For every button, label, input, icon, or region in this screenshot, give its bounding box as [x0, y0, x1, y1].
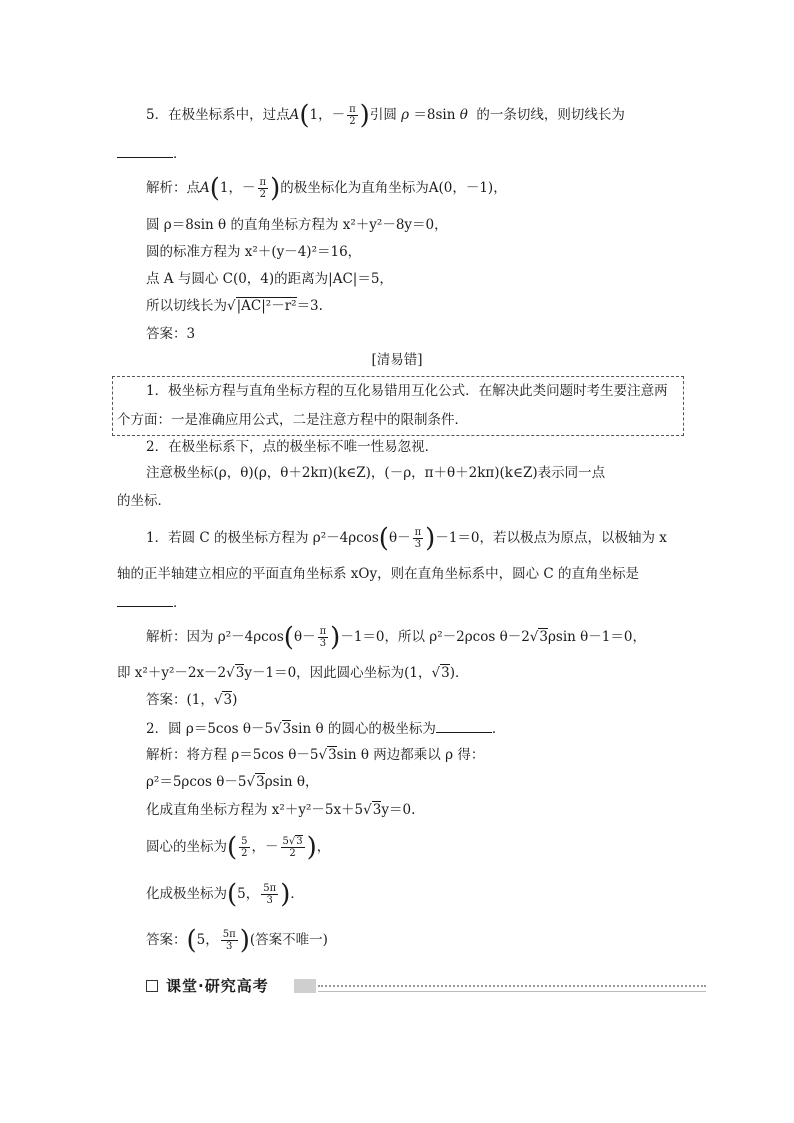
s5-line3: 圆的标准方程为 x²＋(y－4)²＝16，: [146, 244, 362, 260]
p2-answer: 答案：(5， $\frac{5\pi}{3}$ )(答案不唯一): [146, 925, 328, 956]
p1-answer-blank: ．: [117, 592, 187, 613]
q5-text1: ．在极坐标系中，过点: [154, 107, 290, 123]
s5-line1: 解析：点A(1，－ $\frac{\pi}{2}$ )的极坐标化为直角坐标为A(0，－1)，: [146, 173, 507, 204]
box-line3: 2．在极坐标系下，点的极坐标不唯一性易忽视．: [146, 439, 439, 455]
s5-answer: 答案：3: [146, 326, 196, 342]
p2-solution-line2: ρ²＝5ρcos θ－5√3ρsin θ，: [146, 774, 319, 790]
p2-solution-line3: 化成直角坐标方程为 x²＋y²－5x＋5√3y＝0.: [146, 802, 416, 818]
section-header: [146, 974, 706, 998]
p1-solution-line1: 解析：因为 ρ²－4ρcos(θ－ $\frac{\pi}{3}$ )－1＝0，所以 ρ²－2ρcos θ－2√3ρsin θ－1＝0，: [146, 622, 646, 653]
p2-solution-line5: 化成极坐标为(5， $\frac{5\pi}{3}$ )．: [146, 879, 304, 910]
q5-point: A: [289, 107, 300, 123]
p2-solution-line1: 解析：将方程 ρ＝5cos θ－5√3sin θ 两边都乘以 ρ 得：: [146, 747, 485, 763]
box-line2: 个方面：一是准确应用公式，二是注意方程中的限制条件．: [117, 412, 468, 428]
section-tag: [清易错]: [371, 352, 423, 368]
s5-line5: 所以切线长为√|AC|²－r²＝3.: [146, 298, 323, 314]
q5-answer-blank: ．: [117, 143, 187, 164]
q5-line1: 5．在极坐标系中，过点A(1，－ $\frac{\pi}{2}$ )引圆 ρ ＝8sin θ 的一条切线，则切线长为: [146, 100, 625, 131]
q5-number: 5: [146, 107, 155, 123]
p1-line2: 轴的正半轴建立相应的平面直角坐标系 xOy，则在直角坐标系中，圆心 C 的直角坐标是: [117, 566, 640, 582]
s5-line2: 圆 ρ＝8sin θ 的直角坐标方程为 x²＋y²－8y＝0，: [146, 217, 448, 233]
q5-frac: $\frac{\pi}{2}$: [349, 104, 356, 127]
p1-solution-line2: 即 x²＋y²－2x－2√3y－1＝0，因此圆心坐标为(1，√3)．: [117, 665, 469, 681]
section-title: 课堂·研究高考: [166, 977, 269, 995]
s5-line4: 点 A 与圆心 C(0，4)的距离为|AC|＝5，: [146, 271, 393, 287]
note-line1: 注意极坐标(ρ，θ)(ρ，θ＋2kπ)(k∈Z)，(－ρ，π＋θ＋2kπ)(k∈Z)表示同一点: [146, 465, 606, 481]
p1-answer: 答案：(1，√3): [146, 692, 238, 708]
p2-solution-line4: 圆心的坐标为( $\frac{5}{2}$ ，－ $\frac{5√3}{2}$ )，: [146, 832, 331, 863]
p1-line1: 1．若圆 C 的极坐标方程为 ρ²－4ρcos(θ－ $\frac{\pi}{3}$ )－1＝0，若以极点为原点，以极轴为 x: [146, 523, 667, 554]
note-line2: 的坐标．: [117, 493, 171, 509]
checkbox-icon: [146, 980, 158, 992]
box-line1: 1．极坐标方程与直角坐标方程的互化易错用互化公式．在解决此类问题时考生要注意两: [146, 383, 668, 399]
p2-line1: 2．圆 ρ＝5cos θ－5√3sin θ 的圆心的极坐标为 ．: [146, 718, 505, 739]
